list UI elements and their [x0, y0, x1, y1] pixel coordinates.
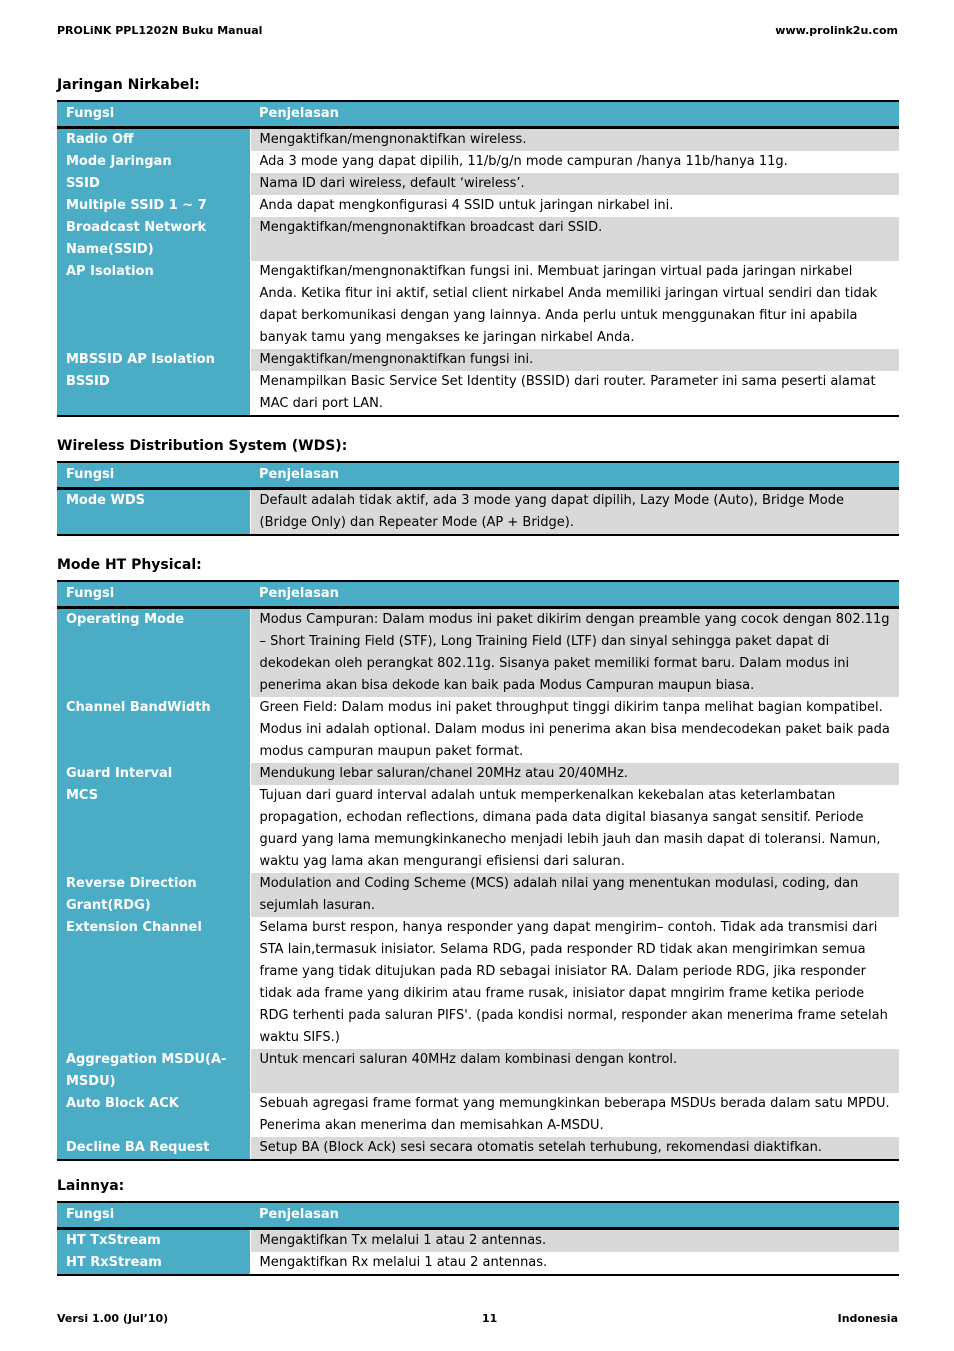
function-name: Mode Jaringan	[57, 151, 250, 173]
function-description: Anda dapat mengkonfigurasi 4 SSID untuk jaringan nirkabel ini.	[250, 195, 899, 217]
function-description: Mengaktifkan Tx melalui 1 atau 2 antennas.	[250, 1229, 899, 1253]
table-row	[57, 873, 899, 917]
table-row	[57, 608, 899, 698]
function-description: Mendukung lebar saluran/chanel 20MHz atau 20/40MHz.	[250, 763, 899, 785]
column-header-fungsi: Fungsi	[57, 1202, 250, 1229]
function-description: Green Field: Dalam modus ini paket throughput tinggi dikirim tanpa melihat bagian kompatibel. Modus ini adalah optional. Dalam modus ini penerima akan bisa mendecodekan paket baik pada modus campuran maupun paket format.	[250, 697, 899, 763]
column-header-penjelasan: Penjelasan	[250, 1202, 899, 1229]
function-name: Operating Mode	[57, 608, 250, 698]
table-row	[57, 489, 899, 536]
table-row	[57, 371, 899, 416]
section-title: Lainnya:	[57, 1178, 125, 1194]
function-name: Channel BandWidth	[57, 697, 250, 763]
section-title: Jaringan Nirkabel:	[57, 77, 200, 93]
column-header-penjelasan: Penjelasan	[250, 462, 899, 489]
table-row	[57, 917, 899, 1049]
spec-table	[57, 1201, 899, 1276]
section-title: Mode HT Physical:	[57, 557, 202, 573]
function-description: Mengaktifkan/mengnonaktifkan fungsi ini. Membuat jaringan virtual pada jaringan nirkabel Anda. Ketika fitur ini aktif, setial client nirkabel Anda memiliki jaringan virtual sendiri dan tidak dapat berkomunikasi dengan yang lainnya. Anda perlu untuk menggunakan fitur ini apabila banyak tamu yang mengakses ke jaringan nirkabel Anda.	[250, 261, 899, 349]
function-name: Aggregation MSDU(A-MSDU)	[57, 1049, 250, 1093]
header-url: www.prolink2u.com	[775, 24, 898, 37]
function-name: Extension Channel	[57, 917, 250, 1049]
table-row	[57, 1229, 899, 1253]
function-name: BSSID	[57, 371, 250, 416]
column-header-fungsi: Fungsi	[57, 101, 250, 128]
spec-table	[57, 580, 899, 1161]
function-description: Mengaktifkan/mengnonaktifkan fungsi ini.	[250, 349, 899, 371]
function-name: Radio Off	[57, 128, 250, 152]
function-name: Guard Interval	[57, 763, 250, 785]
table-row	[57, 217, 899, 261]
function-name: MCS	[57, 785, 250, 873]
header-title: PROLiNK PPL1202N Buku Manual	[57, 24, 263, 37]
footer-language: Indonesia	[837, 1312, 898, 1325]
function-name: Decline BA Request	[57, 1137, 250, 1160]
function-description: Selama burst respon, hanya responder yang dapat mengirim– contoh. Tidak ada transmisi dari STA lain,termasuk inisiator. Selama RDG, pada responder RD tidak akan mengirimkan semua frame yang tidak ditujukan pada RD sebagai inisiator RA. Dalam periode RDG, jika responder tidak ada frame yang dikirim atau frame rusak, inisiator dapat mngirim frame ketika periode RDG terhenti pada saluran PIFS'. (pada kondisi normal, responder akan menerima frame setelah waktu SIFS.)	[250, 917, 899, 1049]
column-header-penjelasan: Penjelasan	[250, 581, 899, 608]
table-row	[57, 763, 899, 785]
function-name: Mode WDS	[57, 489, 250, 536]
function-description: Ada 3 mode yang dapat dipilih, 11/b/g/n mode campuran /hanya 11b/hanya 11g.	[250, 151, 899, 173]
function-description: Modulation and Coding Scheme (MCS) adalah nilai yang menentukan modulasi, coding, dan sejumlah lasuran.	[250, 873, 899, 917]
function-description: Mengaktifkan Rx melalui 1 atau 2 antennas.	[250, 1252, 899, 1275]
column-header-penjelasan: Penjelasan	[250, 101, 899, 128]
footer-version: Versi 1.00 (Jul’10)	[57, 1312, 169, 1325]
function-description: Default adalah tidak aktif, ada 3 mode yang dapat dipilih, Lazy Mode (Auto), Bridge Mode (Bridge Only) dan Repeater Mode (AP + Bridge).	[250, 489, 899, 536]
table-row	[57, 697, 899, 763]
function-description: Setup BA (Block Ack) sesi secara otomatis setelah terhubung, rekomendasi diaktifkan.	[250, 1137, 899, 1160]
table-row	[57, 128, 899, 152]
function-description: Sebuah agregasi frame format yang memungkinkan beberapa MSDUs berada dalam satu MPDU. Penerima akan menerima dan memisahkan A-MSDU.	[250, 1093, 899, 1137]
table-row	[57, 261, 899, 349]
function-description: Nama ID dari wireless, default ‘wireless’.	[250, 173, 899, 195]
function-name: HT TxStream	[57, 1229, 250, 1253]
function-name: SSID	[57, 173, 250, 195]
page-number: 11	[482, 1312, 498, 1325]
table-row	[57, 1093, 899, 1137]
column-header-fungsi: Fungsi	[57, 581, 250, 608]
function-description: Tujuan dari guard interval adalah untuk memperkenalkan kekebalan atas keterlambatan propagation, echodan reflections, dimana pada data digital biasanya sangat sensitif. Periode guard yang lama memungkinkanecho menjadi lebih jauh dan masih dapat di toleransi. Namun, waktu yag lama akan mengurangi efisiensi dari saluran.	[250, 785, 899, 873]
table-row	[57, 1137, 899, 1160]
table-row	[57, 785, 899, 873]
function-name: HT RxStream	[57, 1252, 250, 1275]
table-row	[57, 1049, 899, 1093]
function-description: Mengaktifkan/mengnonaktifkan broadcast dari SSID.	[250, 217, 899, 261]
function-name: AP Isolation	[57, 261, 250, 349]
function-description: Menampilkan Basic Service Set Identity (BSSID) dari router. Parameter ini sama peserti alamat MAC dari port LAN.	[250, 371, 899, 416]
table-row	[57, 195, 899, 217]
function-name: Auto Block ACK	[57, 1093, 250, 1137]
spec-table	[57, 461, 899, 536]
column-header-fungsi: Fungsi	[57, 462, 250, 489]
spec-table	[57, 100, 899, 417]
table-row	[57, 349, 899, 371]
table-row	[57, 1252, 899, 1275]
function-description: Untuk mencari saluran 40MHz dalam kombinasi dengan kontrol.	[250, 1049, 899, 1093]
function-name: Reverse Direction Grant(RDG)	[57, 873, 250, 917]
function-description: Modus Campuran: Dalam modus ini paket dikirim dengan preamble yang cocok dengan 802.11g – Short Training Field (STF), Long Training Field (LTF) dan sinyal sehingga paket dapat di dekodekan oleh perangkat 802.11g. Sisanya paket memiliki format baru. Dalam modus ini penerima akan bisa dekode kan baik pada Modus Campuran maupun biasa.	[250, 608, 899, 698]
function-name: Multiple SSID 1 ~ 7	[57, 195, 250, 217]
table-row	[57, 173, 899, 195]
section-title: Wireless Distribution System (WDS):	[57, 438, 348, 454]
function-name: MBSSID AP Isolation	[57, 349, 250, 371]
function-description: Mengaktifkan/mengnonaktifkan wireless.	[250, 128, 899, 152]
function-name: Broadcast Network Name(SSID)	[57, 217, 250, 261]
table-row	[57, 151, 899, 173]
